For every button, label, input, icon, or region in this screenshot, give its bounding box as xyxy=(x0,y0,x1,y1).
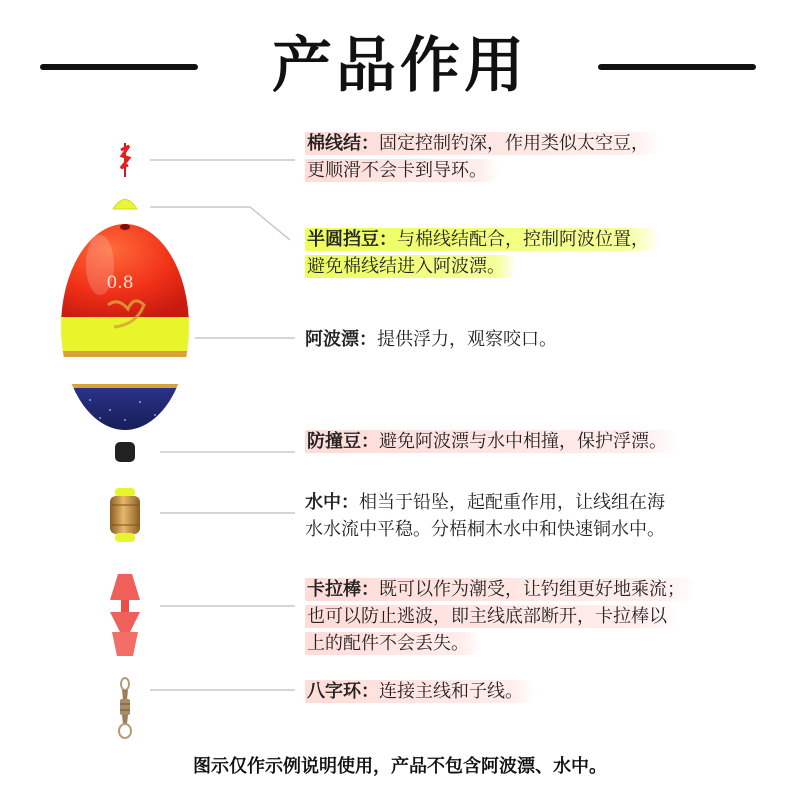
highlight-band xyxy=(305,680,535,703)
highlight-band xyxy=(305,632,481,655)
item-text-line: 固定控制钓深，作用类似太空豆， xyxy=(379,133,649,154)
item-name: 防撞豆： xyxy=(307,431,379,452)
page-title: 产品作用 xyxy=(272,31,528,101)
item-name: 半圆挡豆： xyxy=(307,229,397,250)
connector-lines xyxy=(150,160,295,690)
sinker-icon xyxy=(110,488,140,542)
item-text-line: 也可以防止逃波，即主线底部断开，卡拉棒以 xyxy=(307,606,667,627)
desc-half-bead xyxy=(305,226,661,280)
stopper-icon xyxy=(110,574,140,656)
bobber-rating-label: 0.8 xyxy=(106,273,134,293)
item-text-line: 连接主线和子线。 xyxy=(379,681,523,702)
product-diagram xyxy=(0,0,300,800)
footer-disclaimer: 图示仅作示例说明使用，产品不包含阿波漂、水中。 xyxy=(193,756,607,777)
highlight-band xyxy=(305,159,499,182)
diagram-svg xyxy=(0,0,300,800)
awa-bobber-icon xyxy=(55,220,195,438)
desc-cotton-knot xyxy=(305,130,661,184)
desc-sinker xyxy=(305,489,665,543)
desc-stopper xyxy=(305,576,697,657)
connector-half-bead xyxy=(150,207,290,240)
desc-swivel xyxy=(305,678,535,705)
highlight-band xyxy=(305,578,697,601)
half-round-bead-icon xyxy=(113,200,137,210)
bumper-bead-icon xyxy=(115,442,135,462)
desc-bobber xyxy=(305,326,557,353)
highlight-band xyxy=(305,132,661,155)
desc-bumper-bead xyxy=(305,428,679,455)
cotton-knot-icon xyxy=(121,143,129,177)
swivel-icon xyxy=(119,678,131,738)
item-text-line: 与棉线结配合，控制阿波位置， xyxy=(397,229,649,250)
item-text-line: 避免棉线结进入阿波漂。 xyxy=(307,256,505,277)
highlight-band xyxy=(305,228,661,251)
title-divider-right xyxy=(598,64,756,70)
highlight-band xyxy=(305,430,679,453)
highlight-band xyxy=(305,255,517,278)
item-name: 卡拉棒： xyxy=(307,579,379,600)
item-text-line: 相当于铅坠，起配重作用，让线组在海 xyxy=(359,492,665,513)
item-text-line: 更顺滑不会卡到导环。 xyxy=(307,160,487,181)
item-name: 阿波漂： xyxy=(305,329,377,350)
item-text-line: 提供浮力，观察咬口。 xyxy=(377,329,557,350)
highlight-band xyxy=(305,605,679,628)
item-name: 水中： xyxy=(305,492,359,513)
item-text-line: 避免阿波漂与水中相撞，保护浮漂。 xyxy=(379,431,667,452)
item-text-line: 既可以作为潮受，让钓组更好地乘流； xyxy=(379,579,685,600)
item-name: 棉线结： xyxy=(307,133,379,154)
item-text-line: 水水流中平稳。分梧桐木水中和快速铜水中。 xyxy=(305,519,665,540)
item-text-line: 上的配件不会丢失。 xyxy=(307,633,469,654)
item-name: 八字环： xyxy=(307,681,379,702)
